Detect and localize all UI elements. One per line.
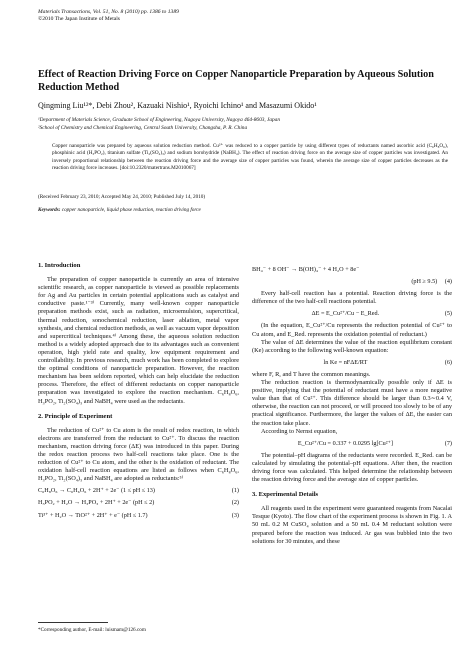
keywords-label: Keywords:: [38, 207, 61, 213]
equation-text: ln Ke = nFΔE/RT: [323, 358, 368, 366]
footnote-rule: [38, 622, 108, 623]
equation-text: Ti³⁺ + H₂O → TiO²⁺ + 2H⁺ + e⁻ (pH ≤ 1.7): [38, 511, 148, 519]
paragraph: The preparation of copper nanoparticle is currently an area of intensive scientific research, as copper nanoparticle is viewed as possible replacements for Ag and Au particles in certain potential applications such as catalyst and conductive paste.¹⁻³⁾ Currently, many well-known copper nanoparticle preparation methods exist, such as radiation, microemulsion, supercritical, thermal reduction, sonochemical reduction, laser ablation, metal vapor synthesis, and chemical reduction methods, as well as vacuum vapor deposition and supercritical techniques.⁴⁾ Among these, the aqueous solution reduction method is a widely adopted approach due to its advantages such as convenient operation, high yield rate and quality, low equipment requirement and controllability. In previous research, much work has been completed to explore the optimal conditions of nanoparticle preparation. However, the reaction mechanism has been seldom reported, which can help elucidate the reduction process. Therefore, the effect of different reductants on copper nanoparticle preparation was investigated to explore the reaction mechanism. C₆H₈O₆, H₃PO₂, Ti₂(SO₄)₃ and NaBH₄ were used as the reductants.: [38, 276, 239, 405]
affiliation-2: ²School of Chemistry and Chemical Engineering, Central South University, Changsha, P. R. China: [38, 125, 248, 131]
journal-header: [38, 9, 179, 23]
section-heading-experimental: 3. Experimental Details: [252, 491, 319, 499]
equation-number: (5): [444, 310, 452, 318]
equation-6: [252, 359, 452, 367]
paragraph: According to Nernst equation,: [261, 427, 338, 435]
equation-7: [252, 440, 452, 448]
paragraph: The potential–pH diagrams of the reductants were recorded. E_Red. can be calculated by simulating the potential–pH equations. After then, the reaction driving force was calculated. This helped determine the relationship between the reaction driving force and the average size of copper particles.: [252, 451, 452, 484]
equation-text: C₆H₈O₆ → C₆H₆O₆ + 2H⁺ + 2e⁻ (1 ≤ pH ≤ 13): [38, 487, 155, 495]
received-dates: (Received February 23, 2010; Accepted May 24, 2010; Published July 14, 2010): [38, 194, 206, 200]
equation-text: E_Cu²⁺/Cu = 0.337 + 0.0295 lg[Cu²⁺]: [297, 439, 393, 447]
equation-2: [38, 499, 239, 507]
paragraph: where F, R, and T have the common meanings.: [252, 370, 371, 378]
equation-text: BH₄⁻ + 8 OH⁻ → B(OH)₄⁻ + 4 H₂O + 8e⁻: [252, 266, 360, 273]
paper-title: Effect of Reaction Driving Force on Copper Nanoparticle Preparation by Aqueous Solution Reduction Method: [38, 69, 434, 93]
equation-5: [252, 310, 452, 318]
equation-4: [252, 266, 452, 274]
equation-number: (1): [231, 487, 239, 495]
equation-text: ΔE = E_Cu²⁺/Cu − E_Red.: [311, 310, 380, 318]
equation-number: (7): [444, 439, 452, 447]
copyright-line: ©2010 The Japan Institute of Metals: [38, 16, 120, 22]
equation-3: [38, 512, 239, 520]
paragraph: The reduction reaction is thermodynamically possible only if ΔE is positive, implying that the potential of reductant must have a more negative value than that of Cu²⁺. This difference should be larger than 0.3∼0.4 V, otherwise, the reaction can not proceed, or will proceed too slowly to be of any practical significance. Furthermore, the larger the values of ΔE, the easier can the reaction take place.: [252, 379, 452, 427]
right-column: [252, 262, 452, 546]
equation-number: (6): [444, 358, 452, 366]
footnote: *Corresponding author, E-mail: luismam@126.com: [38, 627, 146, 633]
journal-line: Materials Transactions, Vol. 51, No. 8 (2010) pp. 1386 to 1389: [38, 9, 179, 15]
paragraph: The reduction of Cu²⁺ to Cu atom is the result of redox reaction, in which electrons are transferred from the reductant to Cu²⁺. To discuss the reaction mechanism, reaction driving force (ΔE) was introduced in this paper. During the redox reaction process two half-cell reactions take place. One is the reduction of Cu²⁺ to Cu atom, and the other is the oxidation of reductant. The oxidation half-cell reaction equations are listed as follows when C₆H₈O₆, H₃PO₂, Ti₂(SO₄)₃ and NaBH₄ are adopted as reductants:⁵⁾: [38, 426, 239, 483]
left-column: [38, 262, 239, 524]
keywords-line: [38, 207, 201, 213]
paragraph: The value of ΔE determines the value of the reaction equilibrium constant (Ke) according to the following well-known equation:: [252, 338, 452, 354]
equation-number: (2): [231, 499, 239, 507]
section-heading-principle: 2. Principle of Experiment: [38, 412, 113, 420]
paragraph: (In the equation, E_Cu²⁺/Cu represents the reduction potential of Cu²⁺ to Cu atom, and E_Red. represents the oxidation potential of reductant.): [252, 322, 452, 338]
paragraph: All reagents used in the experiment were guaranteed reagents from Nacalai Tesque (Kyoto). The flow chart of the experiment process is shown in Fig. 1. A 50 mL 0.2 M CuSO₄ solution and a 50 mL 0.4 M reductant solution were prepared before the reaction was induced. Ar gas was bubbled into the two solutions for 30 minutes, and these: [252, 505, 452, 545]
paragraph: Every half-cell reaction has a potential. Reaction driving force is the difference of the two half-cell reactions potential.: [252, 290, 452, 306]
section-heading-introduction: 1. Introduction: [38, 262, 81, 269]
equation-4-condition: [252, 278, 452, 286]
equation-1: [38, 487, 239, 495]
equation-text: H₃PO₂ + H₂O → H₃PO₃ + 2H⁺ + 2e⁻ (pH ≤ 2): [38, 499, 155, 507]
abstract: Copper nanoparticle was prepared by aqueous solution reduction method. Cu²⁺ was reduced to a copper particle by using different types of reductants named ascorbic acid (C₆H₈O₆), phosphinic acid (H₃PO₂), titanium sulfate (Ti₂(SO₄)₃) and sodium borohydride (NaBH₄). The effect of reaction driving force on the average size of copper particles was investigated. An inversely proportional relationship between the reaction driving force and the average size of copper particles was found, wherein the average size of copper particles decreases as the reaction driving force increases. [doi:10.2320/matertrans.M2010067]: [52, 143, 448, 171]
affiliation-1: ¹Department of Materials Science, Graduate School of Engineering, Nagoya University, Nagoya 464-8603, Japan: [38, 117, 280, 123]
author-list: Qingming Liu¹²*, Debi Zhou², Kazuaki Nishio¹, Ryoichi Ichino¹ and Masazumi Okido¹: [38, 101, 317, 110]
equation-condition: (pH ≥ 9.5) (4): [411, 278, 452, 286]
keywords-text: copper nanoparticle, liquid phase reduction, reaction driving force: [61, 207, 201, 213]
equation-number: (3): [231, 511, 239, 519]
affiliations: [38, 116, 448, 132]
